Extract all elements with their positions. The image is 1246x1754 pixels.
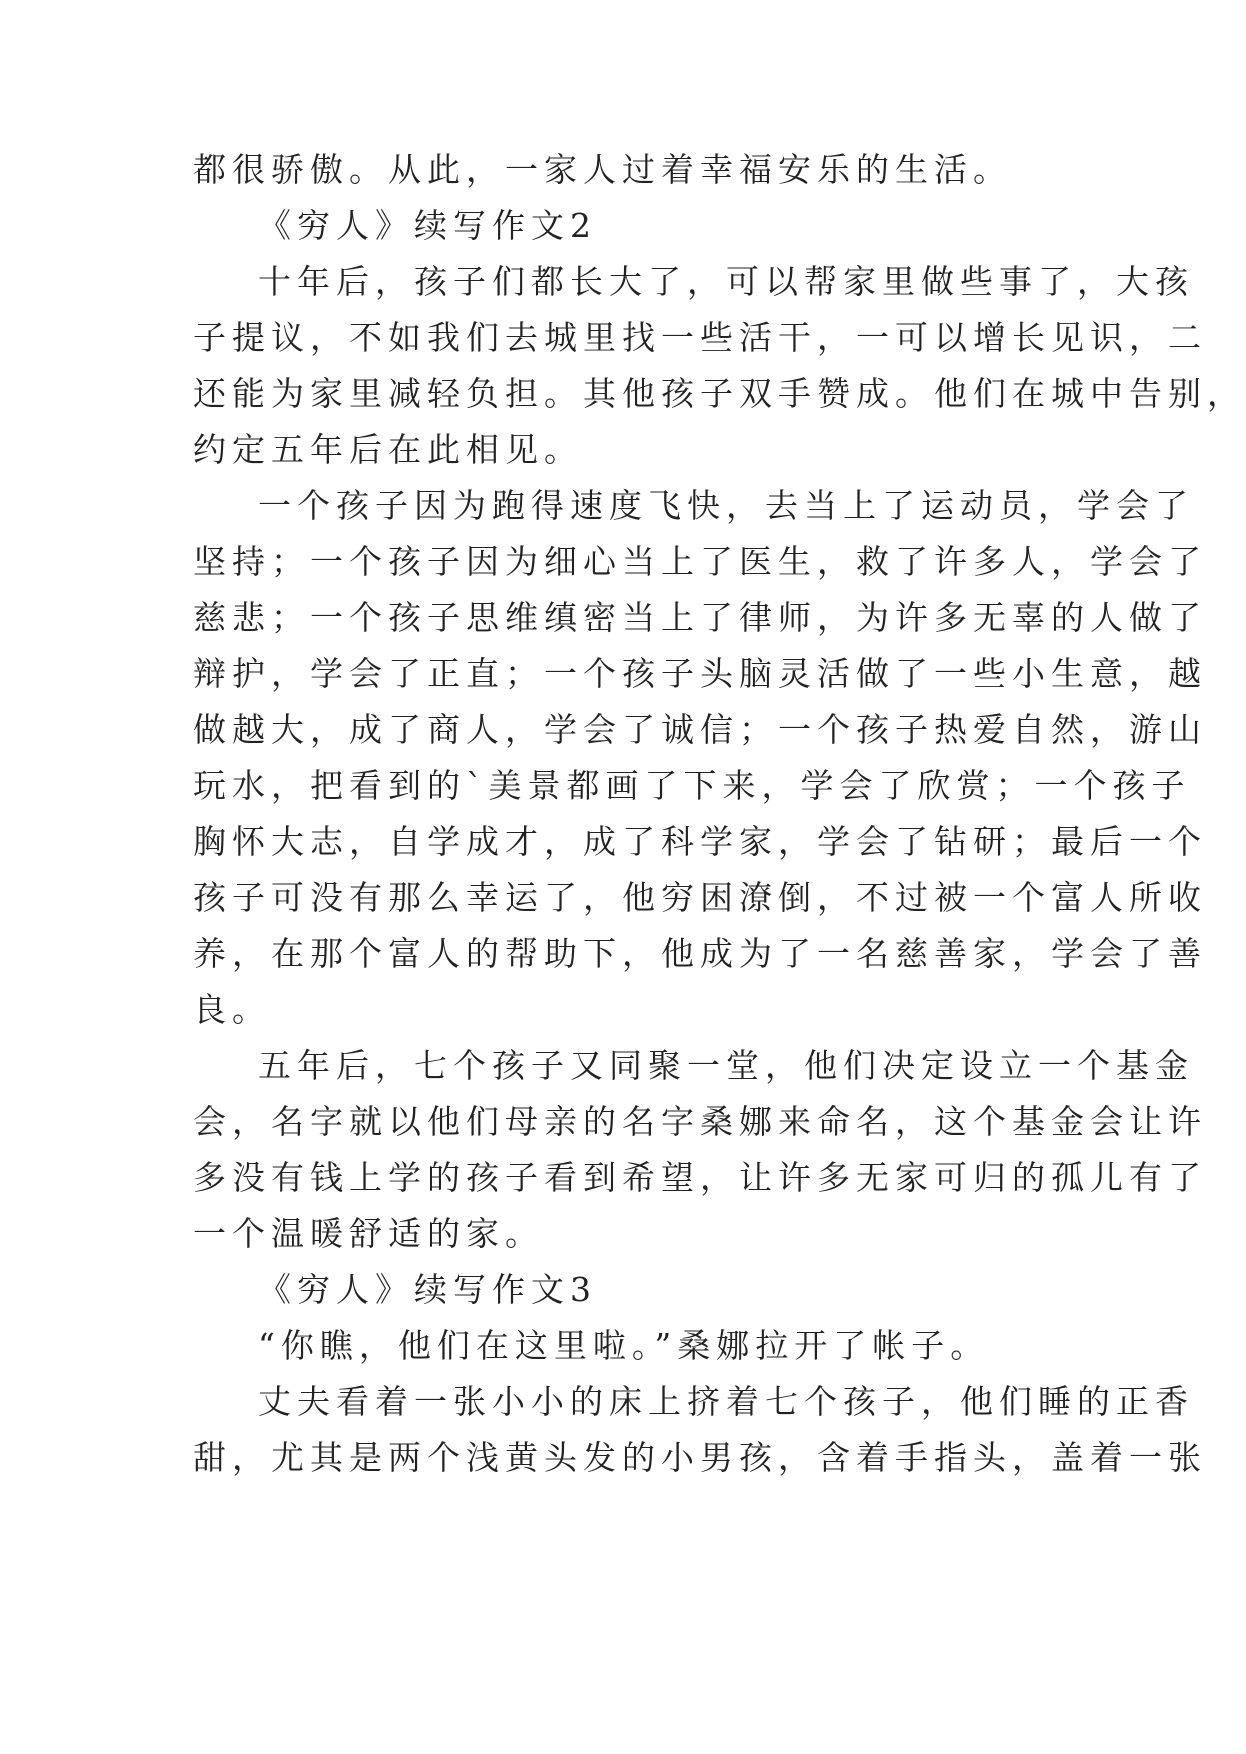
text-line: 丈夫看着一张小小的床上挤着七个孩子，他们睡的正香	[258, 1382, 1194, 1421]
text-line: 做越大，成了商人，学会了诚信；一个孩子热爱自然，游山	[193, 710, 1207, 749]
text-line: 胸怀大志，自学成才，成了科学家，学会了钻研；最后一个	[193, 822, 1207, 861]
text-line: 良。	[193, 990, 271, 1029]
text-line: 一个孩子因为跑得速度飞快，去当上了运动员，学会了	[258, 486, 1194, 525]
text-line: 一个温暖舒适的家。	[193, 1214, 544, 1253]
text-line: 十年后，孩子们都长大了，可以帮家里做些事了，大孩	[258, 262, 1194, 301]
text-line: 会，名字就以他们母亲的名字桑娜来命名，这个基金会让许	[193, 1102, 1207, 1141]
text-line: 玩水，把看到的`美景都画了下来，学会了欣赏；一个孩子	[193, 766, 1191, 805]
text-line: 慈悲；一个孩子思维缜密当上了律师，为许多无辜的人做了	[193, 598, 1207, 637]
text-line: 多没有钱上学的孩子看到希望，让许多无家可归的孤儿有了	[193, 1158, 1207, 1197]
section-heading: 《穷人》续写作文2	[258, 206, 597, 245]
text-line: 还能为家里减轻负担。其他孩子双手赞成。他们在城中告别，	[193, 374, 1246, 413]
text-line: “你瞧，他们在这里啦。”桑娜拉开了帐子。	[258, 1326, 990, 1365]
text-line: 养，在那个富人的帮助下，他成为了一名慈善家，学会了善	[193, 934, 1207, 973]
text-line: 都很骄傲。从此，一家人过着幸福安乐的生活。	[193, 150, 1012, 189]
text-line: 约定五年后在此相见。	[193, 430, 583, 469]
text-line: 辩护，学会了正直；一个孩子头脑灵活做了一些小生意，越	[193, 654, 1207, 693]
text-line: 子提议，不如我们去城里找一些活干，一可以增长见识，二	[193, 318, 1207, 357]
text-line: 五年后，七个孩子又同聚一堂，他们决定设立一个基金	[258, 1046, 1194, 1085]
section-heading: 《穷人》续写作文3	[258, 1270, 597, 1309]
text-line: 甜，尤其是两个浅黄头发的小男孩，含着手指头，盖着一张	[193, 1438, 1207, 1477]
text-line: 孩子可没有那么幸运了，他穷困潦倒，不过被一个富人所收	[193, 878, 1207, 917]
text-line: 坚持；一个孩子因为细心当上了医生，救了许多人，学会了	[193, 542, 1207, 581]
